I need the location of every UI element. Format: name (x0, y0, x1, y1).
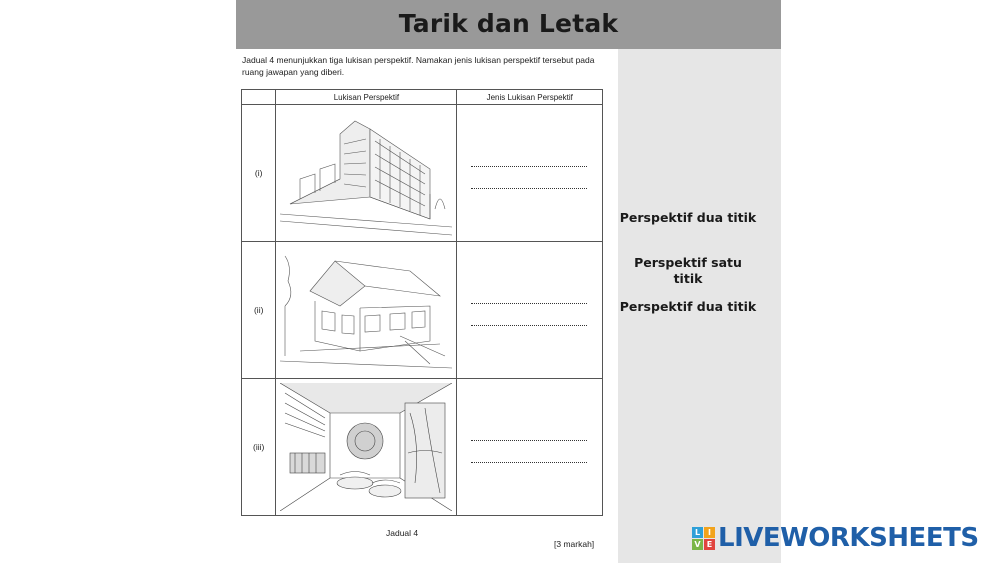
drawing-cell (276, 379, 457, 516)
drawing-cell (276, 242, 457, 379)
logo-square: E (704, 539, 715, 550)
logo-square: V (692, 539, 703, 550)
interior-room-drawing (280, 383, 452, 511)
answer-cell[interactable] (457, 242, 603, 379)
answer-cell[interactable] (457, 379, 603, 516)
brand-name: LIVEWORKSHEETS (718, 523, 979, 553)
logo-square: I (704, 527, 715, 538)
worksheet-image (236, 49, 618, 563)
table-row (242, 105, 603, 242)
answer-line (471, 316, 587, 326)
drag-option-2[interactable]: Perspektif satu titik (634, 255, 742, 286)
answer-options-panel (618, 49, 781, 563)
answer-line (471, 179, 587, 189)
table-header-type: Jenis Lukisan Perspektif (457, 90, 603, 105)
table-header-row (242, 90, 603, 105)
logo-squares-icon (692, 527, 715, 550)
street-buildings-drawing (280, 109, 452, 237)
table-caption: Jadual 4 (386, 528, 419, 538)
liveworksheets-logo (692, 524, 979, 552)
drag-option-3[interactable]: Perspektif dua titik (619, 299, 757, 314)
answer-line (471, 294, 587, 304)
house-drawing (280, 246, 452, 374)
row-label: (iii) (242, 379, 276, 516)
answer-cell[interactable] (457, 105, 603, 242)
header-bar (236, 0, 781, 49)
table-header-drawing: Lukisan Perspektif (276, 90, 457, 105)
page-title: Tarik dan Letak (398, 9, 619, 38)
question-table (241, 89, 603, 516)
answer-line (471, 431, 587, 441)
answer-line (471, 453, 587, 463)
drawing-cell (276, 105, 457, 242)
answer-line (471, 157, 587, 167)
table-row (242, 242, 603, 379)
row-label: (i) (242, 105, 276, 242)
drag-option-1[interactable]: Perspektif dua titik (619, 210, 757, 225)
table-row (242, 379, 603, 516)
question-intro: Jadual 4 menunjukkan tiga lukisan perspektif. Namakan jenis lukisan perspektif tersebut pada ruang jawapan yang diberi. (242, 55, 595, 77)
marks-label: [3 markah] (554, 539, 595, 549)
logo-square: L (692, 527, 703, 538)
table-header-number (242, 90, 276, 105)
row-label: (ii) (242, 242, 276, 379)
